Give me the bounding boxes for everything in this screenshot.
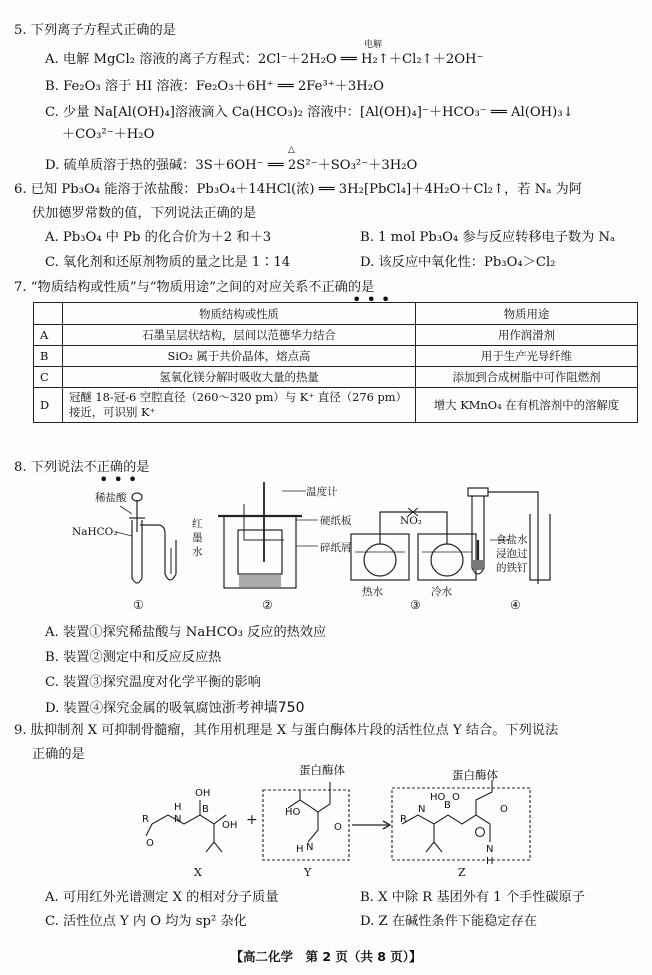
table-cell: D <box>34 388 63 423</box>
svg-text:N: N <box>486 844 494 855</box>
svg-text:H: H <box>174 802 182 813</box>
svg-text:B: B <box>444 800 451 811</box>
label-dilute-hcl: 稀盐酸 <box>95 492 127 504</box>
q6-stem-line2: 伏加德罗常数的值，下列说法正确的是 <box>32 206 257 221</box>
plus-sign: + <box>246 812 258 828</box>
q9-stem-line1: 9. 肽抑制剂 X 可抑制骨髓瘤，其作用机理是 X 与蛋白酶体片段的活性位点 Y 结合。下列说法 <box>14 723 559 738</box>
q8-option-c: C. 装置③探究温度对化学平衡的影响 <box>45 675 261 690</box>
label-red-ink: 水 <box>192 546 203 558</box>
svg-text:HO: HO <box>430 792 446 803</box>
positive-charge-icon <box>476 828 485 837</box>
q6-stem-line1: 6. 已知 Pb₃O₄ 能溶于浓盐酸：Pb₃O₄＋14HCl(浓) ══ 3H₂[PbCl₄]＋4H₂O＋Cl₂↑，若 Nₐ 为阿 <box>14 182 582 197</box>
table-cell: 用作润滑剂 <box>416 325 638 346</box>
figure-number: ③ <box>410 598 421 612</box>
q6-option-c: C. 氧化剂和还原剂物质的量之比是 1∶14 <box>45 255 291 270</box>
table-cell: 石墨呈层状结构，层间以范德华力结合 <box>63 325 416 346</box>
svg-text:R: R <box>400 814 407 825</box>
svg-text:O: O <box>334 822 342 833</box>
q5-option-c-line2: ＋CO₃²⁻＋H₂O <box>62 127 155 142</box>
figure-number: ② <box>262 598 273 612</box>
figure-number: ① <box>133 598 144 612</box>
q7-stem: 7. “物质结构或性质”与“物质用途”之间的对应关系不正确的是 <box>14 280 375 295</box>
label-thermometer: 温度计 <box>306 486 338 498</box>
table-cell: SiO₂ 属于共价晶体，熔点高 <box>63 346 416 367</box>
molecule-z-bonds <box>402 815 490 824</box>
svg-text:N: N <box>306 842 314 853</box>
label-nahco3: NaHCO₃ <box>72 526 118 538</box>
q9-stem-line2: 正确的是 <box>32 747 85 762</box>
label-x: X <box>194 866 202 879</box>
svg-text:O: O <box>500 804 508 815</box>
label-no2: NO₂ <box>400 515 423 527</box>
table-cell: 用于生产光导纤维 <box>416 346 638 367</box>
svg-text:H: H <box>296 844 304 855</box>
figure-number: ④ <box>510 598 521 612</box>
svg-text:N: N <box>418 804 426 815</box>
q6-option-b: B. 1 mol Pb₃O₄ 参与反应转移电子数为 Nₐ <box>360 230 616 245</box>
q9-option-a: A. 可用红外光谱测定 X 的相对分子质量 <box>45 890 279 905</box>
svg-text:OH: OH <box>195 788 211 799</box>
table-cell: 添加到合成树脂中可作阻燃剂 <box>416 367 638 388</box>
q9-option-b: B. X 中除 R 基团外有 1 个手性碳原子 <box>360 890 585 905</box>
svg-text:O: O <box>146 838 154 849</box>
table-cell-line: 冠醚 18-冠-6 空腔直径（260～320 pm）与 K⁺ 直径（276 pm） <box>69 390 407 404</box>
svg-text:OH: OH <box>222 820 238 831</box>
q8-option-d-text: D. 装置④探究金属的吸氧腐蚀 <box>45 701 222 716</box>
emphasis-dots: ••• <box>99 470 143 489</box>
q5-d-condition: △ <box>288 145 295 155</box>
page-footer: 【高二化学 第 2 页（共 8 页）】 <box>230 949 422 964</box>
svg-text:B: B <box>202 804 209 815</box>
label-red-ink: 红 <box>192 518 203 530</box>
svg-text:HO: HO <box>285 807 301 818</box>
table-cell: B <box>34 346 63 367</box>
label-z: Z <box>458 866 466 879</box>
svg-text:N: N <box>174 814 182 825</box>
q9-option-c: C. 活性位点 Y 内 O 均为 sp² 杂化 <box>45 914 247 929</box>
table-cell: 增大 KMnO₄ 在有机溶剂中的溶解度 <box>416 388 638 423</box>
q6-option-d: D. 该反应中氧化性：Pb₃O₄＞Cl₂ <box>360 255 556 270</box>
q8-option-b: B. 装置②测定中和反应反应热 <box>45 650 222 665</box>
label-hot-water: 热水 <box>362 586 383 598</box>
table-cell: 氢氧化镁分解时吸收大量的热量 <box>63 367 416 388</box>
label-brine: 食盐水 <box>496 534 528 546</box>
q5-option-d: D. 硫单质溶于热的强碱：3S＋6OH⁻ ══ 2S²⁻＋SO₃²⁻＋3H₂O <box>45 158 418 173</box>
svg-text:H: H <box>486 856 494 867</box>
table-cell: A <box>34 325 63 346</box>
table-header-cell: 物质用途 <box>416 303 638 325</box>
q5-option-b: B. Fe₂O₃ 溶于 HI 溶液：Fe₂O₃＋6H⁺ ══ 2Fe³⁺＋3H₂O <box>45 79 384 94</box>
label-cold-water: 冷水 <box>431 586 452 598</box>
label-paper-scraps: 碎纸屑 <box>320 542 352 554</box>
q5-option-c-line1: C. 少量 Na[Al(OH)₄]溶液滴入 Ca(HCO₃)₂ 溶液中：[Al(OH)₄]⁻＋HCO₃⁻ ══ Al(OH)₃↓ <box>45 105 574 120</box>
q8-option-a: A. 装置①探究稀盐酸与 NaHCO₃ 反应的热效应 <box>45 625 327 640</box>
molecule-x-bonds <box>152 815 226 824</box>
q5-a-condition: 电解 <box>364 40 383 50</box>
table-header-cell: 物质结构或性质 <box>63 303 416 325</box>
watermark-text: 浙考神墙750 <box>221 700 305 716</box>
emphasis-dots: ••• <box>352 290 396 309</box>
q9-option-d: D. Z 在碱性条件下能稳定存在 <box>360 914 537 929</box>
label-cardboard: 硬纸板 <box>320 515 352 527</box>
q5-stem: 5. 下列离子方程式正确的是 <box>14 23 176 38</box>
label-brine: 的铁钉 <box>496 562 528 574</box>
table-cell: C <box>34 367 63 388</box>
svg-text:O: O <box>452 792 460 803</box>
q6-option-a: A. Pb₃O₄ 中 Pb 的化合价为＋2 和＋3 <box>45 230 272 245</box>
label-y: Y <box>304 866 312 879</box>
q8-stem: 8. 下列说法不正确的是 <box>14 460 150 475</box>
label-protease-y: 蛋白酶体 <box>299 763 345 777</box>
table-cell-line: 接近，可识别 K⁺ <box>69 405 156 419</box>
label-brine: 浸泡过 <box>496 548 528 560</box>
label-red-ink: 墨 <box>192 532 203 544</box>
label-protease-z: 蛋白酶体 <box>452 768 498 782</box>
svg-text:R: R <box>142 814 149 825</box>
q5-option-a: A. 电解 MgCl₂ 溶液的离子方程式：2Cl⁻＋2H₂O ══ H₂↑＋Cl₂↑＋2OH⁻ <box>45 52 484 67</box>
